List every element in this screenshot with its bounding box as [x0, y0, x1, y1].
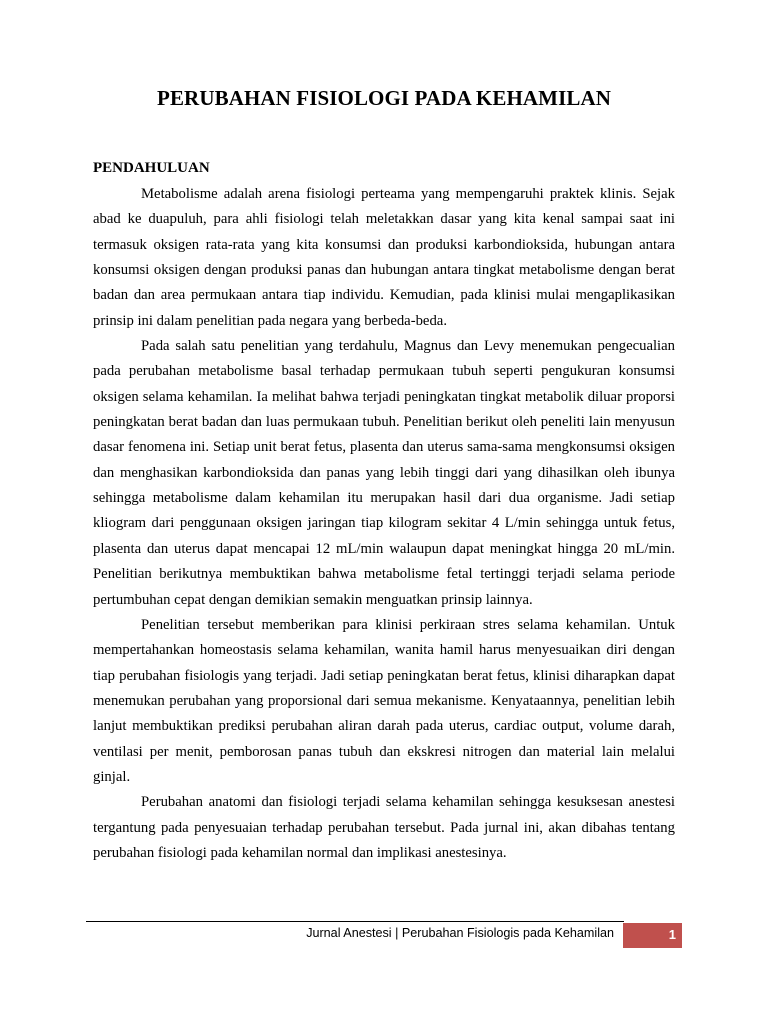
page-number-box — [623, 923, 682, 948]
footer-divider — [86, 921, 624, 922]
paragraph-1: Metabolisme adalah arena fisiologi perteama yang mempengaruhi praktek klinis. Sejak abad ke duapuluh, para ahli fisiologi telah meletakkan dasar yang kita kenal sampai saat ini termasuk oksigen rata-rata yang kita konsumsi dan produksi karbondioksida, hubungan antara konsumsi oksigen dengan produksi panas dan hubungan antara tingkat metabolisme dengan berat badan dan area permukaan antara tiap individu. Kemudian, pada klinisi mulai mengaplikasikan prinsip ini dalam penelitian pada negara yang berbeda-beda. — [93, 186, 675, 329]
footer-running-title: Jurnal Anestesi | Perubahan Fisiologis pada Kehamilan — [306, 926, 614, 940]
paragraph-4: Perubahan anatomi dan fisiologi terjadi selama kehamilan sehingga kesuksesan anestesi tergantung pada penyesuaian terhadap perubahan tersebut. Pada jurnal ini, akan dibahas tentang perubahan fisiologi pada kehamilan normal dan implikasi anestesinya. — [93, 794, 675, 861]
paragraph-2: Pada salah satu penelitian yang terdahulu, Magnus dan Levy menemukan pengecualian pada perubahan metabolisme basal terhadap permukaan tubuh seperti pengukuran konsumsi oksigen selama kehamilan. Ia melihat bahwa terjadi peningkatan tingkat metabolik diluar proporsi peningkatan berat badan dan luas permukaan tubuh. Penelitian berikut oleh peneliti lain menyusun dasar fenomena ini. Setiap unit berat fetus, plasenta dan uterus sama-sama mengkonsumsi oksigen dan menghasikan karbondioksida dan panas yang lebih tinggi dari yang dihasilkan oleh ibunya sehingga metabolisme dalam kehamilan itu merupakan hasil dari dua organisme. Jadi setiap kliogram dari penggunaan oksigen jaringan tiap kilogram sekitar 4 L/min sehingga untuk fetus, plasenta dan uterus dapat mencapai 12 mL/min walaupun dapat meningkat hingga 20 mL/min. Penelitian berikutnya membuktikan bahwa metabolisme fetal tertinggi terjadi selama periode pertumbuhan cepat dengan demikian semakin menguatkan prinsip lainnya. — [93, 338, 675, 608]
document-title: PERUBAHAN FISIOLOGI PADA KEHAMILAN — [157, 86, 611, 110]
paragraph-3: Penelitian tersebut memberikan para klinisi perkiraan stres selama kehamilan. Untuk mempertahankan homeostasis selama kehamilan, wanita hamil harus menyesuaikan diri dengan tiap perubahan fisiologis yang terjadi. Jadi setiap peningkatan berat fetus, klinisi diharapkan dapat menemukan perubahan yang proporsional dari semua mekanisme. Kenyataannya, penelitian lebih lanjut membuktikan prediksi perubahan aliran darah pada uterus, cardiac output, volume darah, ventilasi per menit, pemborosan panas tubuh dan ekskresi nitrogen dan material lain melalui ginjal. — [93, 616, 675, 785]
page-number: 1 — [668, 927, 676, 942]
document-body — [93, 182, 675, 866]
section-heading: PENDAHULUAN — [93, 160, 210, 176]
